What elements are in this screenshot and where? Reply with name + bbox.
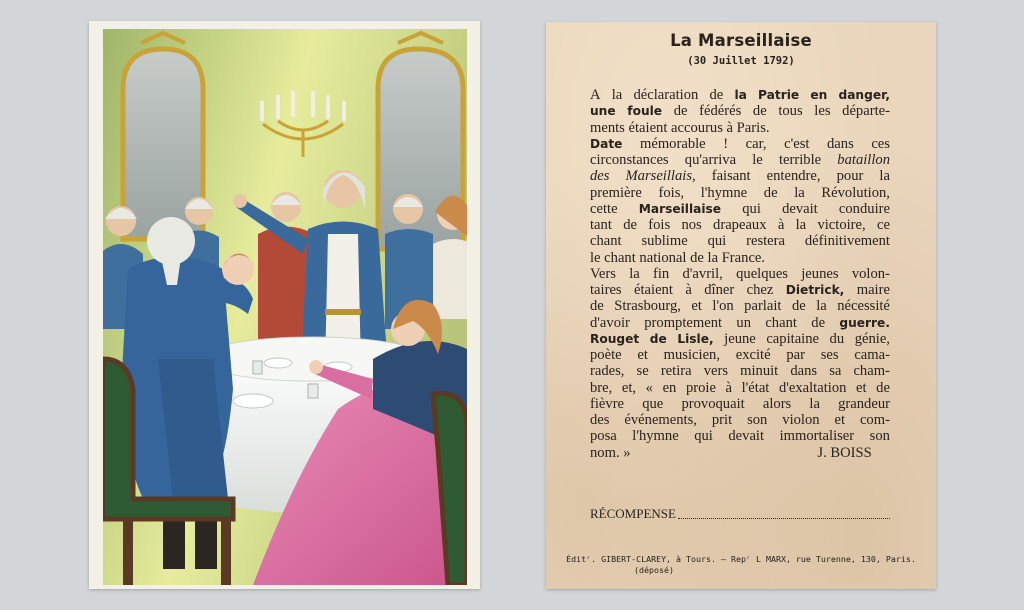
text-word: à — [685, 282, 692, 298]
text-line — [590, 412, 890, 428]
text-word: qui — [694, 428, 713, 445]
text-word: alors — [762, 395, 792, 412]
text-word: d'exaltation — [778, 379, 847, 396]
text-word: Révolution, — [821, 184, 890, 201]
text-word: de — [763, 184, 778, 201]
text-word: l'hymne — [700, 184, 748, 201]
reward-dotted-line — [678, 518, 890, 519]
text-word: des — [590, 168, 610, 185]
text-word: posa — [590, 428, 617, 445]
text-segment: J. BOISS — [817, 444, 890, 461]
text-word: départe- — [842, 103, 890, 120]
text-word: A — [590, 87, 601, 103]
text-line — [590, 120, 890, 136]
text-word: dans — [827, 135, 854, 152]
text-word: Lisle, — [677, 331, 714, 346]
text-word: son — [747, 412, 768, 428]
text-word: foule — [627, 104, 663, 119]
text-word: ses — [820, 347, 839, 363]
text-word: Vers — [590, 265, 616, 282]
publisher-footer — [546, 554, 936, 576]
card-title: La Marseillaise — [670, 31, 812, 50]
text-word: fois — [648, 217, 671, 233]
text-word: la — [629, 265, 640, 282]
text-word: provoquait — [681, 395, 745, 412]
text-word: de — [791, 298, 806, 315]
text-line — [590, 445, 890, 461]
text-word: chez — [746, 282, 774, 298]
text-word: Dietrick, — [785, 283, 845, 297]
text-word: cama- — [854, 347, 890, 363]
reward-label: RÉCOMPENSE — [590, 506, 676, 521]
text-line — [590, 168, 890, 184]
reward-line — [590, 506, 890, 522]
text-word: de — [649, 331, 667, 346]
text-word: fédérés — [699, 103, 742, 120]
text-word: proie — [685, 379, 716, 396]
text-word: du — [829, 330, 845, 347]
text-word: des — [590, 412, 610, 428]
text-word: fois, — [658, 184, 685, 201]
text-word: cette — [590, 200, 618, 217]
text-word: quelques — [736, 265, 788, 282]
text-word: qui — [707, 233, 727, 250]
text-word: jeunes — [801, 265, 839, 282]
text-word: vers — [703, 363, 729, 380]
text-word: une — [590, 104, 616, 119]
text-word: de — [623, 217, 637, 233]
text-word: promptement — [644, 314, 723, 331]
text-word: d'avoir — [590, 314, 630, 331]
text-word: que — [642, 395, 664, 412]
text-word: de — [876, 379, 890, 396]
text-word: bataillon — [837, 152, 890, 168]
text-word: qui — [742, 200, 761, 217]
text-word: la — [734, 88, 747, 102]
text-word: à — [725, 379, 733, 396]
text-word: danger, — [838, 88, 890, 102]
text-word: nos — [681, 217, 702, 233]
text-word: circonstances — [590, 152, 669, 168]
text-line — [590, 87, 890, 103]
text-word: grandeur — [838, 395, 890, 412]
text-word: événements, — [624, 412, 697, 428]
text-line — [590, 136, 890, 152]
text-word: la — [795, 217, 807, 233]
text-segment: le chant national de la France. — [590, 249, 766, 266]
text-word: la — [816, 298, 827, 315]
text-word: ces — [871, 135, 890, 152]
text-word: de — [709, 87, 724, 103]
text-word: capitaine — [766, 330, 819, 347]
text-word: excité — [735, 347, 771, 363]
text-word: « — [645, 379, 653, 396]
text-word: et — [637, 347, 648, 363]
text-word: chant — [765, 314, 797, 331]
text-line — [590, 363, 890, 379]
text-word: musicien, — [663, 347, 720, 363]
text-line-content — [590, 250, 765, 266]
text-word: sublime — [641, 233, 688, 250]
text-word: étaient — [634, 282, 673, 298]
text-word: de — [752, 103, 767, 120]
text-line-content — [590, 120, 770, 136]
text-word: fièvre — [590, 395, 625, 412]
deposit-note: (déposé) — [634, 565, 674, 575]
publisher-line: Éditʳ. GIBERT-CLAREY, à Tours. — Repʳ L MARX, rue Turenne, 130, Paris. — [566, 554, 916, 564]
text-word: victoire, — [817, 217, 866, 233]
text-word: maire — [856, 282, 890, 298]
text-word: immortaliser — [779, 428, 855, 445]
text-word: de — [811, 314, 826, 331]
text-word: tous — [778, 103, 803, 120]
text-word: à — [777, 217, 785, 233]
text-word: cham- — [853, 363, 890, 380]
text-line — [590, 250, 890, 266]
text-word: c'est — [784, 135, 810, 152]
text-line — [590, 315, 890, 331]
text-word: et, — [621, 379, 637, 396]
text-word: Date — [590, 136, 623, 151]
text-word: volon- — [851, 265, 890, 282]
text-word: minuit — [740, 363, 779, 380]
rouget-de-lisle-scene-illustration — [103, 29, 467, 585]
card-front-illustration — [89, 21, 480, 589]
text-word: la — [879, 168, 890, 185]
text-segment: ments étaient accourus à Paris. — [590, 119, 770, 136]
text-word: se — [636, 363, 649, 380]
text-word: en — [662, 379, 677, 396]
text-word: la — [611, 87, 623, 103]
text-line — [590, 428, 890, 444]
text-word: ! — [723, 135, 729, 152]
text-line — [590, 185, 890, 201]
text-word: déclaration — [633, 87, 699, 103]
text-word: jeune — [724, 330, 756, 347]
text-word: chant — [590, 233, 622, 250]
text-word: devait — [782, 200, 818, 217]
text-word: la — [794, 184, 805, 201]
text-word: et — [691, 298, 702, 315]
text-line — [590, 266, 890, 282]
text-line — [590, 331, 890, 347]
text-word: bre, — [590, 379, 613, 396]
text-word: taires — [590, 282, 622, 298]
text-line — [590, 282, 890, 298]
text-word: et — [856, 379, 867, 396]
text-line — [590, 396, 890, 412]
text-line — [590, 347, 890, 363]
text-word: par — [786, 347, 805, 363]
text-word: poète — [590, 347, 622, 363]
text-word: ce — [876, 217, 890, 233]
text-word: devait — [728, 428, 765, 445]
text-word: de — [673, 103, 688, 120]
text-segment: nom. » — [590, 444, 631, 461]
text-word: violon — [782, 412, 820, 428]
text-word: l'hymne — [632, 428, 679, 445]
text-word: faisant — [711, 168, 751, 185]
text-line — [590, 380, 890, 396]
text-word: mémorable — [640, 135, 706, 152]
card-back-text — [546, 22, 936, 589]
text-word: qu'arriva — [684, 152, 737, 168]
text-word: et — [834, 412, 846, 428]
text-word: les — [814, 103, 831, 120]
text-word: prit — [711, 412, 733, 428]
text-line — [590, 298, 890, 314]
text-word: génie, — [854, 330, 890, 347]
text-word: Marseillais, — [625, 168, 696, 185]
text-word: Rouget — [590, 331, 640, 346]
text-word: définitivement — [804, 233, 890, 250]
text-line — [590, 201, 890, 217]
text-word: car, — [745, 135, 767, 152]
text-word: entendre, — [766, 168, 821, 185]
text-word: dans — [790, 363, 818, 380]
text-line — [590, 103, 890, 119]
text-word: sa — [829, 363, 842, 380]
text-word: pour — [836, 168, 864, 185]
text-word: terrible — [778, 152, 822, 168]
text-word: tant — [590, 217, 612, 233]
text-line — [590, 152, 890, 168]
card-date: (30 Juillet 1792) — [687, 55, 795, 67]
text-word: nécessité — [837, 298, 890, 315]
text-word: la — [809, 395, 820, 412]
story-text — [590, 87, 890, 461]
text-word: Marseillaise — [638, 201, 722, 216]
text-word: de — [590, 298, 604, 315]
text-word: restera — [746, 233, 785, 250]
text-word: parlait — [744, 298, 782, 315]
text-line — [590, 233, 890, 249]
text-word: Strasbourg, — [614, 298, 681, 315]
text-word: Patrie — [758, 88, 800, 102]
text-word: fin — [653, 265, 670, 282]
text-word: guerre. — [839, 315, 890, 330]
text-word: en — [810, 88, 828, 102]
text-word: le — [752, 152, 763, 168]
text-word: rades, — [590, 363, 625, 380]
text-word: com- — [859, 412, 890, 428]
text-line — [590, 217, 890, 233]
text-word: conduire — [838, 200, 890, 217]
text-word: son — [869, 428, 890, 445]
text-word: dîner — [704, 282, 735, 298]
text-word: drapeaux — [713, 217, 767, 233]
text-word: l'on — [712, 298, 734, 315]
text-word: l'état — [741, 379, 770, 396]
text-word: première — [590, 184, 642, 201]
text-word: d'avril, — [682, 265, 723, 282]
text-word: retira — [660, 363, 692, 380]
text-word: un — [736, 314, 751, 331]
